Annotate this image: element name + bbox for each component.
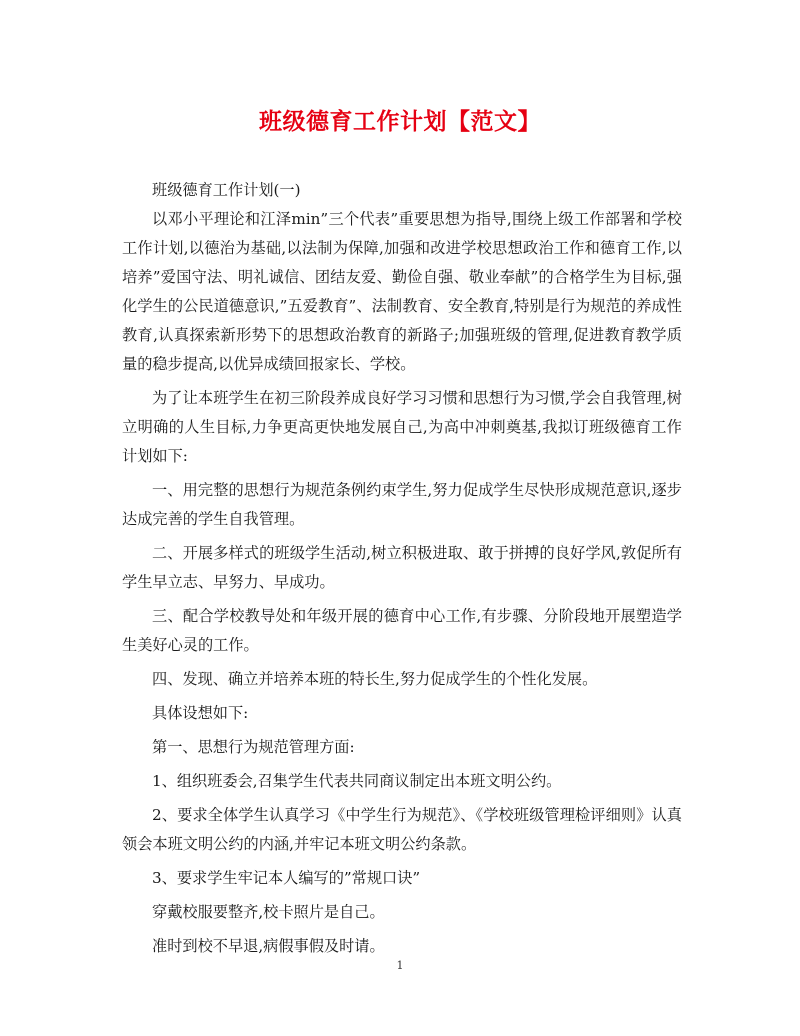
page-number: 1: [396, 959, 404, 972]
specific-ideas-heading: 具体设想如下:: [152, 704, 249, 722]
subsection-heading: 第一、思想行为规范管理方面:: [152, 738, 355, 756]
document-title: 班级德育工作计划【范文】: [259, 108, 541, 135]
measure-item-3: 3、要求学生牢记本人编写的”常规口诀”: [152, 869, 421, 887]
document-body: [122, 176, 682, 961]
goal-item-3: 三、配合学校教导处和年级开展的德育中心工作,有步骤、分阶段地开展塑造学生美好心灵的工作。: [122, 607, 682, 654]
rule-line-1: 穿戴校服要整齐,校卡照片是自己。: [152, 903, 385, 921]
goal-item-1: 一、用完整的思想行为规范条例约束学生,努力促成学生尽快形成规范意识,逐步达成完善的学生自我管理。: [122, 481, 682, 528]
rule-line-2: 准时到校不早退,病假事假及时请。: [152, 937, 385, 955]
paragraph-guiding-ideology: 以邓小平理论和江泽min”三个代表”重要思想为指导,围绕上级工作部署和学校工作计划,以德治为基础,以法制为保障,加强和改进学校思想政治工作和德育工作,以培养”爱国守法、明礼诚信、团结友爱、勤俭自强、敬业奉献”的合格学生为目标,强化学生的公民道德意识,”五爱教育”、法制教育、安全教育,特别是行为规范的养成性教育,认真探索新形势下的思想政治教育的新路子;加强班级的管理,促进教育教学质量的稳步提高,以优异成绩回报家长、学校。: [122, 210, 682, 373]
measure-item-1: 1、组织班委会,召集学生代表共同商议制定出本班文明公约。: [152, 772, 562, 790]
goal-item-2: 二、开展多样式的班级学生活动,树立积极进取、敢于拼搏的良好学风,敦促所有学生早立志、早努力、早成功。: [122, 544, 682, 591]
section-heading: 班级德育工作计划(一): [152, 181, 301, 199]
goal-item-4: 四、发现、确立并培养本班的特长生,努力促成学生的个性化发展。: [152, 670, 598, 688]
paragraph-plan-intro: 为了让本班学生在初三阶段养成良好学习习惯和思想行为习惯,学会自我管理,树立明确的人生目标,力争更高更快地发展自己,为高中冲刺奠基,我拟订班级德育工作计划如下:: [122, 389, 682, 465]
measure-item-2: 2、要求全体学生认真学习《中学生行为规范》、《学校班级管理检评细则》认真领会本班文明公约的内涵,并牢记本班文明公约条款。: [122, 806, 682, 853]
